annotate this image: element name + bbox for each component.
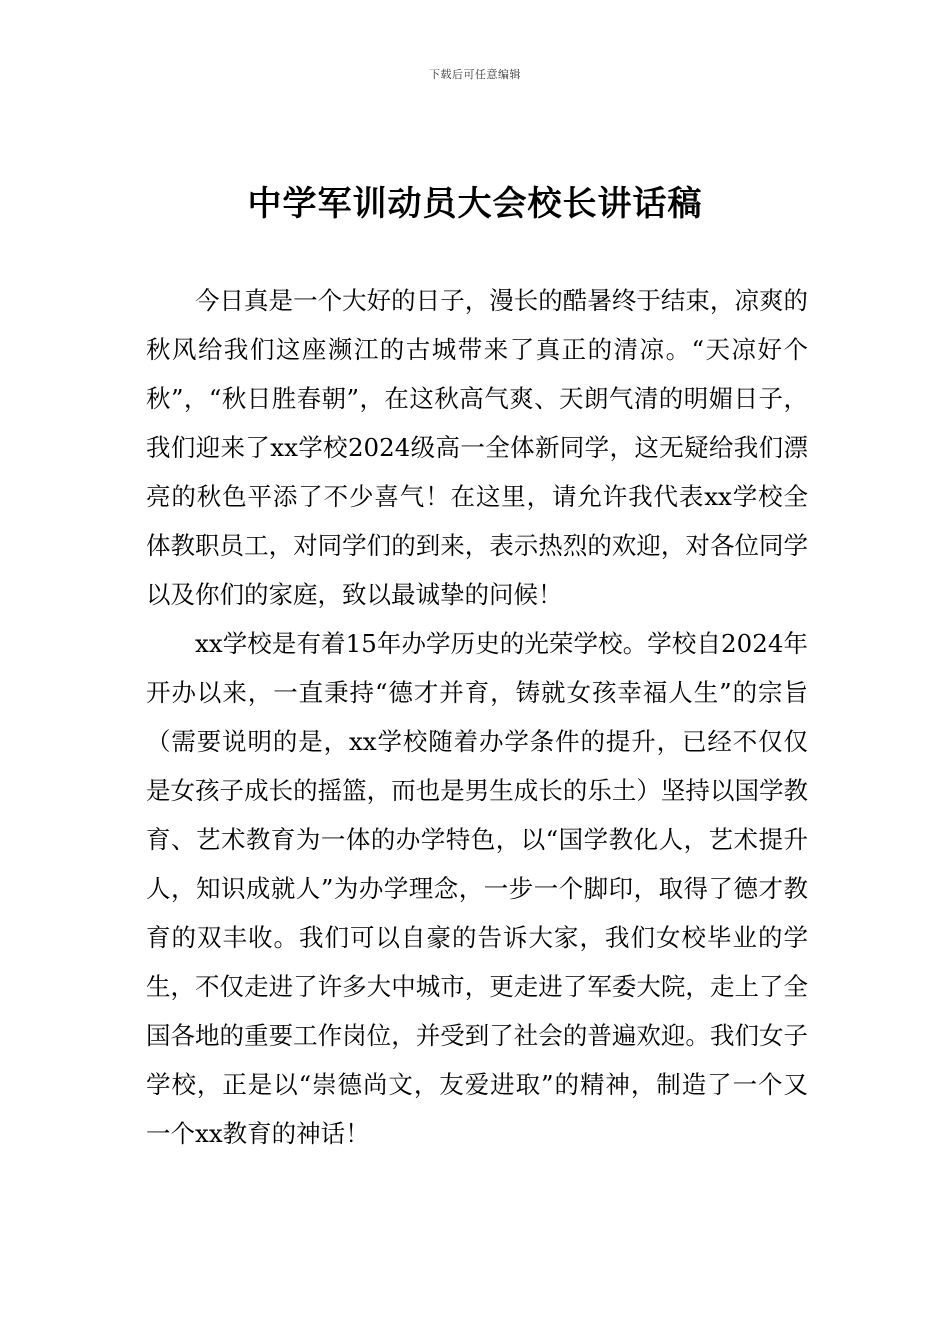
document-body — [146, 276, 808, 1158]
paragraph-2: xx学校是有着15年办学历史的光荣学校。学校自2024年开办以来，一直秉持“德才并育，铸就女孩幸福人生”的宗旨（需要说明的是，xx学校随着办学条件的提升，已经不仅仅是女孩子成长的摇篮，而也是男生成长的乐土）坚持以国学教育、艺术教育为一体的办学特色，以“国学教化人，艺术提升人，知识成就人”为办学理念，一步一个脚印，取得了德才教育的双丰收。我们可以自豪的告诉大家，我们女校毕业的学生，不仅走进了许多大中城市，更走进了军委大院，走上了全国各地的重要工作岗位，并受到了社会的普遍欢迎。我们女子学校，正是以“崇德尚文，友爱进取”的精神，制造了一个又一个xx教育的神话！ — [146, 629, 808, 1148]
paragraph-1: 今日真是一个大好的日子，漫长的酷暑终于结束，凉爽的秋风给我们这座濒江的古城带来了真正的清凉。“天凉好个秋”，“秋日胜春朝”，在这秋高气爽、天朗气清的明媚日子，我们迎来了xx学校2024级高一全体新同学，这无疑给我们漂亮的秋色平添了不少喜气！在这里，请允许我代表xx学校全体教职员工，对同学们的到来，表示热烈的欢迎，对各位同学以及你们的家庭，致以最诚挚的问候！ — [146, 286, 808, 609]
document-title: 中学军训动员大会校长讲话稿 — [247, 184, 703, 224]
page-header-note: 下载后可任意编辑 — [429, 68, 521, 81]
